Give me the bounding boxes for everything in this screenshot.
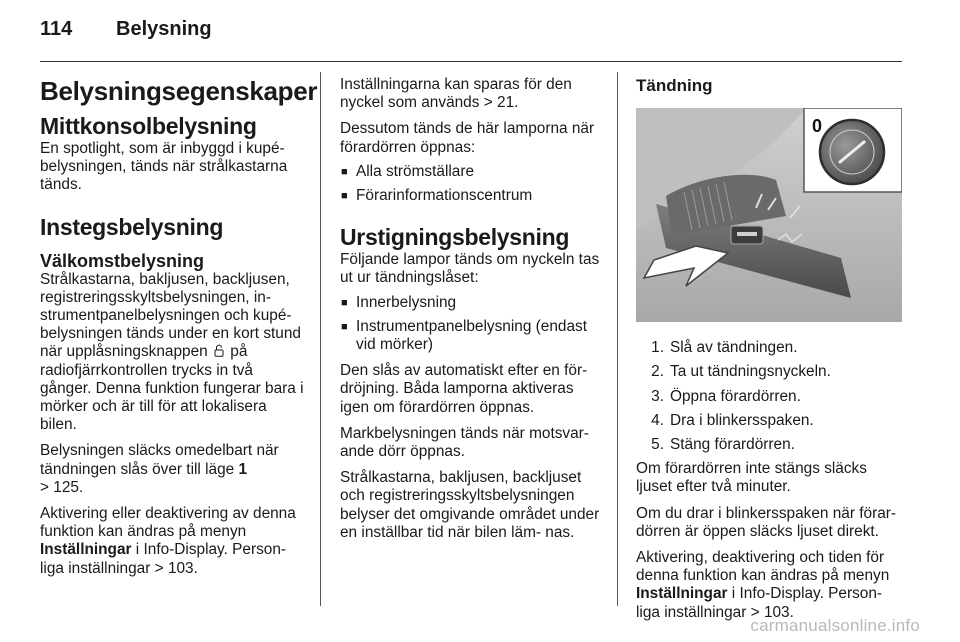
page-ref-arrow-icon: > [154,559,164,577]
paragraph: Aktivering, deaktivering och tiden för denna funktion kan ändras på menyn Inställningar i Info-Display. Person- liga inställningar > 103. [636,549,890,621]
paragraph: Om förardörren inte stängs släcks ljuset efter två minuter. [636,460,867,496]
list-item: ■ Innerbelysning [340,294,606,312]
section-heading-insteg: Instegsbelysning [40,213,224,240]
list-item: ■ Förarinformationscentrum [340,187,606,205]
column-2 [340,76,606,550]
running-title: Belysning [116,18,212,40]
watermark: carmanualsonline.info [750,616,920,635]
column-divider [617,72,618,606]
list-item: ■ Instrumentpanelbelysning (endast vid mörker) [340,318,606,354]
paragraph: Inställningarna kan sparas för den nyckel som används > 21. [340,76,572,112]
paragraph: En spotlight, som är inbyggd i kupé- belysningen, tänds när strålkastarna tänds. [40,140,288,194]
page-ref-arrow-icon: > [40,478,49,496]
page-header [40,18,212,50]
page-reference[interactable]: 21. [497,94,519,112]
paragraph: Aktivering eller deaktivering av denna funktion kan ändras på menyn Inställningar i Info-Display. Person- liga inställningar > 103. [40,505,296,577]
ignition-position-label: 0 [812,116,823,136]
section-heading-urstigning: Urstigningsbelysning [340,224,570,251]
page-ref-arrow-icon: > [750,603,760,621]
page-reference[interactable]: 103. [167,559,198,577]
bullet-list [340,163,606,205]
page-number: 114 [40,18,73,40]
paragraph: Strålkastarna, bakljusen, backljuset och registreringsskyltsbelysningen belyser det omgivande området under en inställbar tid när bilen läm- nas. [340,469,600,541]
subheading-valkomst: Välkomstbelysning [40,250,205,271]
steps-list [636,339,902,454]
paragraph: Följande lampor tänds om nyckeln tas ut ur tändningslåset: [340,251,600,287]
page-reference[interactable]: 125. [53,478,84,496]
paragraph: Dessutom tänds de här lamporna när förardörren öppnas: [340,120,595,156]
paragraph: Den slås av automatiskt efter en för- dröjning. Båda lamporna aktiveras igen om förardörren öppnas. [340,362,588,416]
paragraph: Belysningen släcks omedelbart när tändningen slås över till läge 1 > 125. [40,442,279,496]
section-heading-tandning: Tändning [636,76,713,95]
paragraph: Om du drar i blinkersspaken när förar- dörren är öppen släcks ljuset direkt. [636,504,897,540]
bullet-list [340,294,606,355]
paragraph: Markbelysningen tänds när motsvar- ande dörr öppnas. [340,424,589,461]
header-rule [40,61,902,62]
section-heading-mittkonsol: Mittkonsolbelysning [40,113,257,139]
column-3 [636,76,902,622]
list-item: ■ Alla strömställare [340,163,606,181]
list-item: 3. Öppna förardörren. [651,387,801,405]
column-1 [40,76,318,578]
page-ref-arrow-icon: > [483,94,493,112]
page-reference[interactable]: 103. [763,603,794,621]
list-item: 4. Dra i blinkersspaken. [651,411,814,429]
unlock-icon [214,344,224,357]
list-item: 1. Slå av tändningen. [651,339,798,357]
paragraph: Strålkastarna, bakljusen, backljusen, registreringsskyltsbelysningen, in- strumentpanelbelysningen och kupé- belysningen tänds under en kort stund när upplåsningsknappen på radiofjärrkontrollen trycks in två gånger. Denna funktion fungerar bara i mörker och är till för att lokalisera bilen. [40,270,304,434]
list-item: 5. Stäng förardörren. [651,436,795,454]
column-divider [320,72,321,606]
ignition-lever-illustration [636,108,902,322]
page-title: Belysningsegenskaper [40,76,318,106]
list-item: 2. Ta ut tändningsnyckeln. [651,363,831,381]
